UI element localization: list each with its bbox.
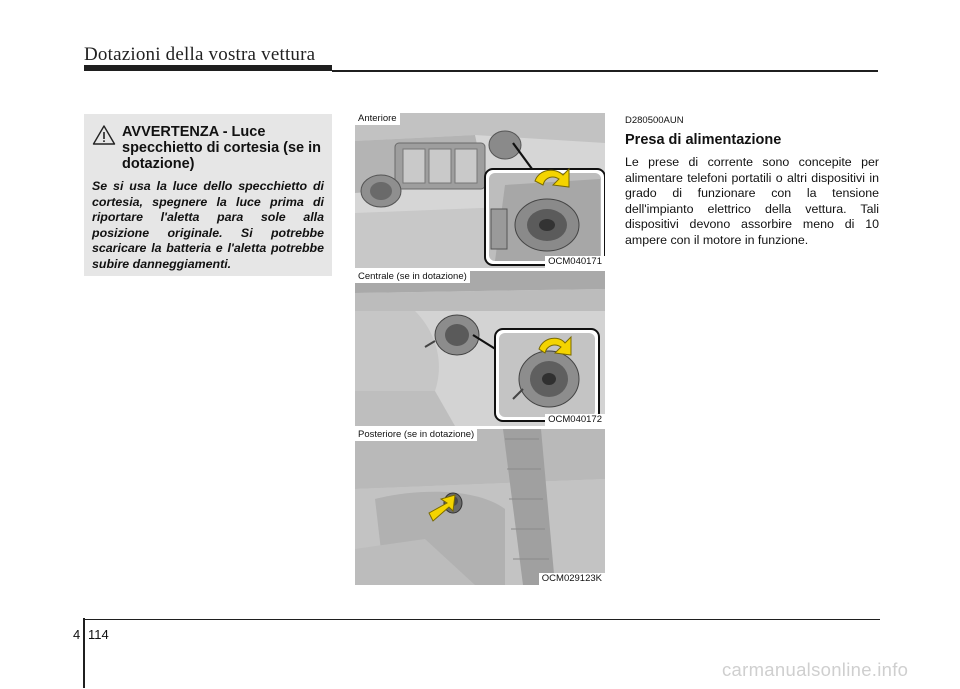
footer-horizontal-rule <box>84 619 880 620</box>
figure-rear-code: OCM029123K <box>539 573 605 585</box>
center-socket-illustration <box>355 271 605 426</box>
figure-front-socket <box>355 113 605 268</box>
front-socket-illustration <box>355 113 605 268</box>
figure-rear-label: Posteriore (se in dotazione) <box>355 429 477 441</box>
figure-front-label: Anteriore <box>355 113 400 125</box>
right-column <box>625 113 879 249</box>
rear-socket-illustration <box>355 429 605 585</box>
figure-center-code: OCM040172 <box>545 414 605 426</box>
warning-header <box>92 124 324 172</box>
warning-box <box>84 114 332 276</box>
figure-front-code: OCM040171 <box>545 256 605 268</box>
warning-body: Se si usa la luce dello specchietto di cortesia, spegnere la luce prima di riportare l'aletta para sole alla posizione originale. Si potrebbe scaricare la batteria e l'aletta potrebbe subire danneggiamenti. <box>92 179 324 271</box>
footer-page-number: 114 <box>88 627 109 642</box>
figure-center-label: Centrale (se in dotazione) <box>355 271 470 283</box>
watermark-text: carmanualsonline.info <box>722 659 909 680</box>
warning-triangle-icon <box>92 124 116 146</box>
footer-section-number: 4 <box>73 627 81 642</box>
header-rule-thick <box>84 65 332 71</box>
page-header-title: Dotazioni della vostra vettura <box>84 44 316 65</box>
header-rule-thin <box>332 70 878 72</box>
warning-word: AVVERTENZA <box>122 124 219 140</box>
section-paragraph: Le prese di corrente sono concepite per alimentare telefoni portatili o altri dispositivi in grado di funzionare con la tensione dell'impianto elettrico della vettura. Tali dispositivi devono assorbire meno di 10 ampere con il motore in funzione. <box>625 155 879 247</box>
warning-title-rest: - Luce specchietto di cortesia (se in dotazione) <box>122 124 322 172</box>
figure-rear-socket <box>355 429 605 585</box>
warning-title <box>122 124 324 172</box>
section-title: Presa di alimentazione <box>625 132 782 148</box>
figure-center-socket <box>355 271 605 426</box>
section-code: D280500AUN <box>625 115 684 126</box>
footer-vertical-rule <box>83 618 85 688</box>
